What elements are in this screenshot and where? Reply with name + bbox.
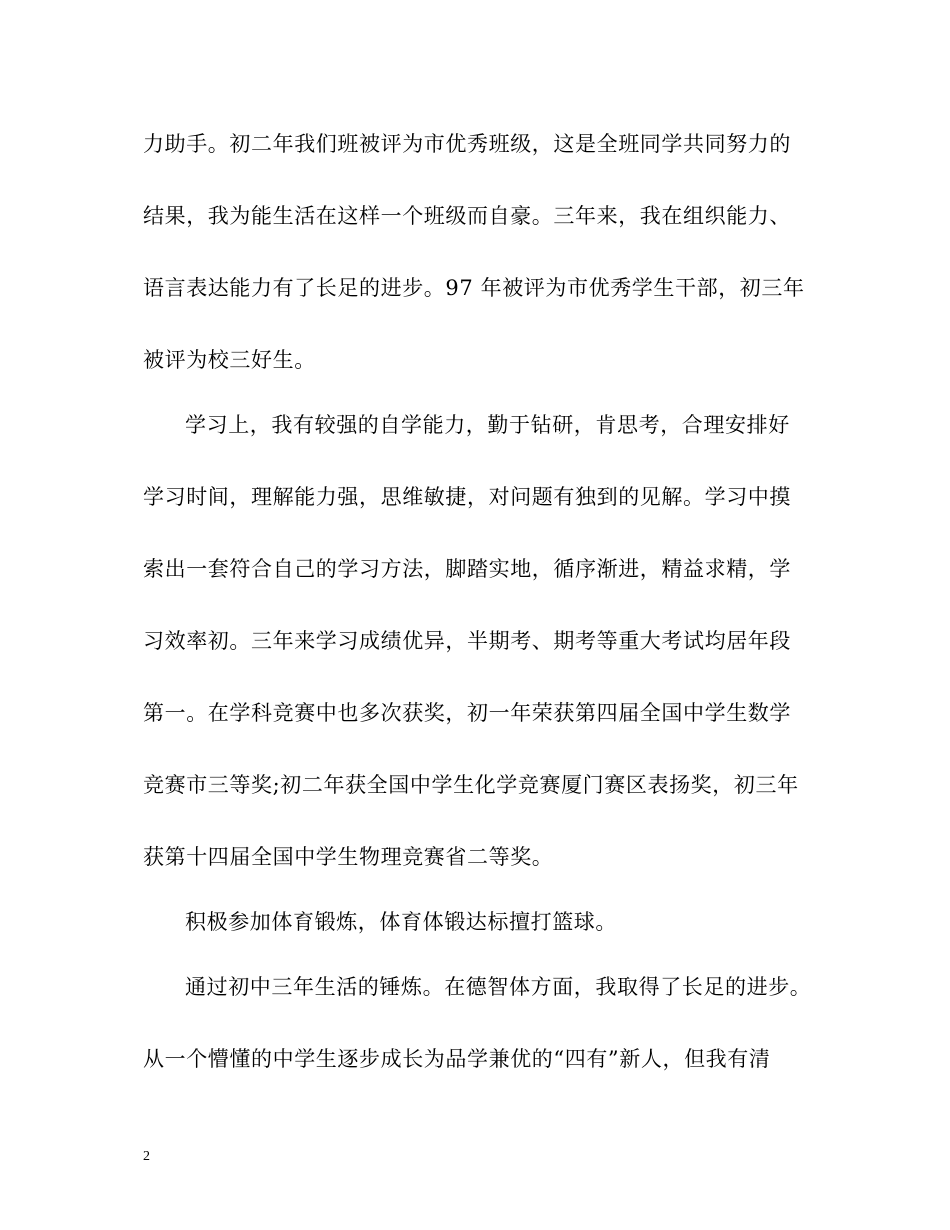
text-line-3: 语言表达能力有了长足的进步。97 年被评为市优秀学生干部，初三年 xyxy=(143,276,805,300)
text-line-1: 力助手。初二年我们班被评为市优秀班级，这是全班同学共同努力的 xyxy=(143,132,791,156)
text-line-10: 竞赛市三等奖;初二年获全国中学生化学竞赛厦门赛区表扬奖，初三年 xyxy=(143,773,799,797)
text-line-9: 第一。在学科竞赛中也多次获奖，初一年荣获第四届全国中学生数学 xyxy=(143,701,791,725)
text-line-8: 习效率初。三年来学习成绩优异，半期考、期考等重大考试均居年段 xyxy=(143,629,791,653)
page-number: 2 xyxy=(143,1149,150,1164)
text-line-7: 索出一套符合自己的学习方法，脚踏实地，循序渐进，精益求精，学 xyxy=(143,557,791,581)
text-line-2: 结果，我为能生活在这样一个班级而自豪。三年来，我在组织能力、 xyxy=(143,204,791,228)
paragraph-sports: 积极参加体育锻炼，体育体锻达标擅打篮球。 xyxy=(185,910,617,934)
paragraph-start-study: 学习上，我有较强的自学能力，勤于钻研，肯思考，合理安排好 xyxy=(185,413,790,437)
text-line-4: 被评为校三好生。 xyxy=(143,348,316,372)
text-line-6: 学习时间，理解能力强，思维敏捷，对问题有独到的见解。学习中摸 xyxy=(143,485,791,509)
paragraph-start-summary: 通过初中三年生活的锤炼。在德智体方面，我取得了长足的进步。 xyxy=(185,975,812,999)
text-line-14: 从一个懵懂的中学生逐步成长为品学兼优的“四有”新人，但我有清 xyxy=(143,1047,771,1071)
text-line-11: 获第十四届全国中学生物理竞赛省二等奖。 xyxy=(143,845,554,869)
